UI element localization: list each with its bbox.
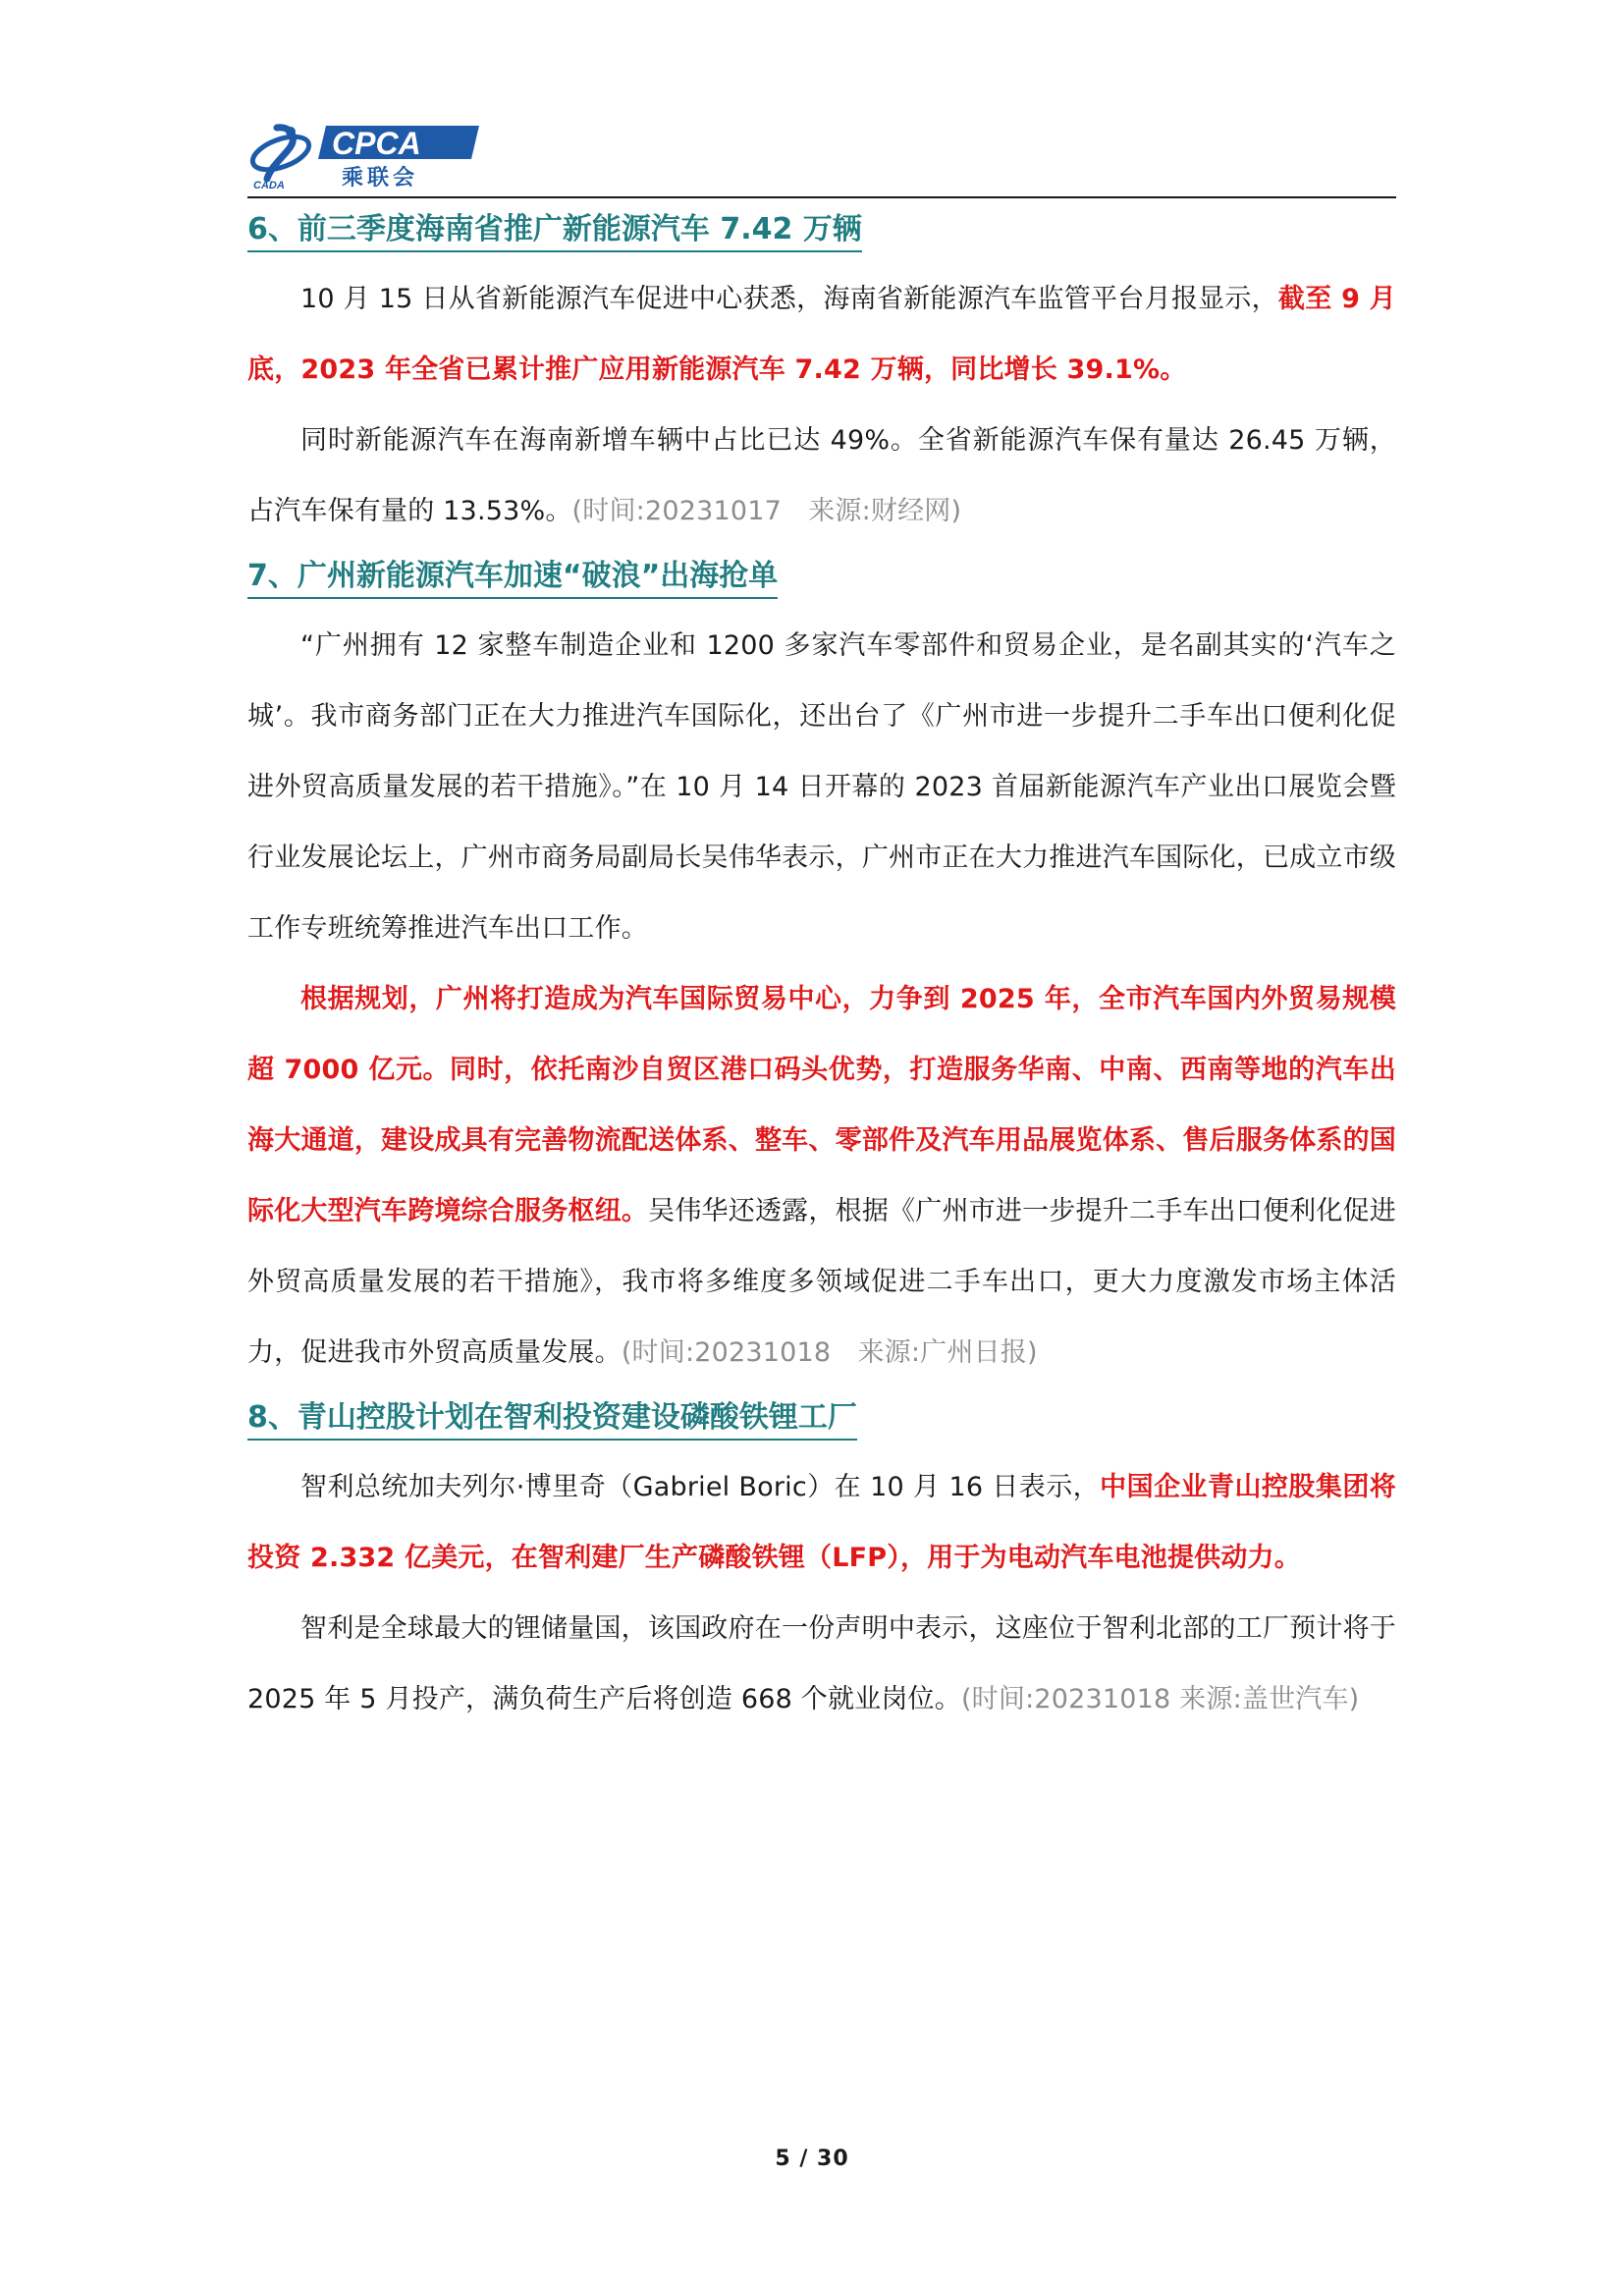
article-6 xyxy=(247,200,1396,547)
article-6-p1-text: 10 月 15 日从省新能源汽车促进中心获悉，海南省新能源汽车监管平台月报显示， xyxy=(300,284,1278,314)
page-content xyxy=(247,200,1396,1735)
article-8-p1-highlight: 中国企业青山控股集团将投资 2.332 亿美元，在智利建厂生产磷酸铁锂（LFP），用于为电动汽车电池提供动力。 xyxy=(247,1472,1397,1573)
article-7-paragraph-2 xyxy=(247,964,1396,1388)
article-8-p1-text: 智利总统加夫列尔·博里奇（Gabriel Boric）在 10 月 16 日表示， xyxy=(300,1472,1101,1502)
article-6-paragraph-1 xyxy=(247,264,1396,406)
article-7-paragraph-1 xyxy=(247,611,1396,964)
article-6-p2-text: 同时新能源汽车在海南新增车辆中占比已达 49%。全省新能源汽车保有量达 26.45 万辆，占汽车保有量的 13.53%。 xyxy=(247,425,1396,526)
article-6-p1-highlight: 截至 9 月底，2023 年全省已累计推广应用新能源汽车 7.42 万辆，同比增长 39.1%。 xyxy=(247,284,1396,385)
cpca-logo xyxy=(247,116,483,192)
article-8-paragraph-1 xyxy=(247,1452,1396,1594)
article-6-title: 6、前三季度海南省推广新能源汽车 7.42 万辆 xyxy=(247,210,862,252)
page-number: 5 / 30 xyxy=(775,2147,849,2171)
article-8 xyxy=(247,1388,1396,1735)
article-8-p2-text: 智利是全球最大的锂储量国，该国政府在一份声明中表示，这座位于智利北部的工厂预计将于 2025 年 5 月投产，满负荷生产后将创造 668 个就业岗位。 xyxy=(247,1613,1396,1714)
article-7-p2-highlight: 根据规划，广州将打造成为汽车国际贸易中心，力争到 2025 年，全市汽车国内外贸易规模超 7000 亿元。同时，依托南沙自贸区港口码头优势，打造服务华南、中南、西南等地的汽车出海大通道，建设成具有完善物流配送体系、整车、零部件及汽车用品展览体系、售后服务体系的国际化大型汽车跨境综合服务枢纽。 xyxy=(247,984,1396,1226)
article-8-source: (时间:20231018 来源:盖世汽车) xyxy=(960,1684,1360,1714)
logo-subtext: 乘联会 xyxy=(342,166,419,190)
article-7-source: (时间:20231018 来源:广州日报) xyxy=(621,1337,1038,1368)
article-6-paragraph-2 xyxy=(247,406,1396,547)
article-6-source: (时间:20231017 来源:财经网) xyxy=(571,496,962,526)
article-7-p1-text: “广州拥有 12 家整车制造企业和 1200 多家汽车零部件和贸易企业，是名副其实的‘汽车之城’。我市商务部门正在大力推进汽车国际化，还出台了《广州市进一步提升二手车出口便利化促进外贸高质量发展的若干措施》。”在 10 月 14 日开幕的 2023 首届新能源汽车产业出口展览会暨行业发展论坛上，广州市商务局副局长吴伟华表示，广州市正在大力推进汽车国际化，已成立市级工作专班统筹推进汽车出口工作。 xyxy=(247,630,1396,944)
article-7 xyxy=(247,547,1396,1388)
page-header xyxy=(247,110,1396,198)
article-8-title: 8、青山控股计划在智利投资建设磷酸铁锂工厂 xyxy=(247,1398,857,1441)
article-8-paragraph-2 xyxy=(247,1594,1396,1735)
article-7-title: 7、广州新能源汽车加速“破浪”出海抢单 xyxy=(247,557,778,599)
article-7-p2-text: 吴伟华还透露，根据《广州市进一步提升二手车出口便利化促进外贸高质量发展的若干措施》，我市将多维度多领域促进二手车出口，更大力度激发市场主体活力，促进我市外贸高质量发展。 xyxy=(247,1196,1396,1368)
logo-text: CPCA xyxy=(332,126,421,161)
logo-emblem-text: CADA xyxy=(253,180,285,191)
